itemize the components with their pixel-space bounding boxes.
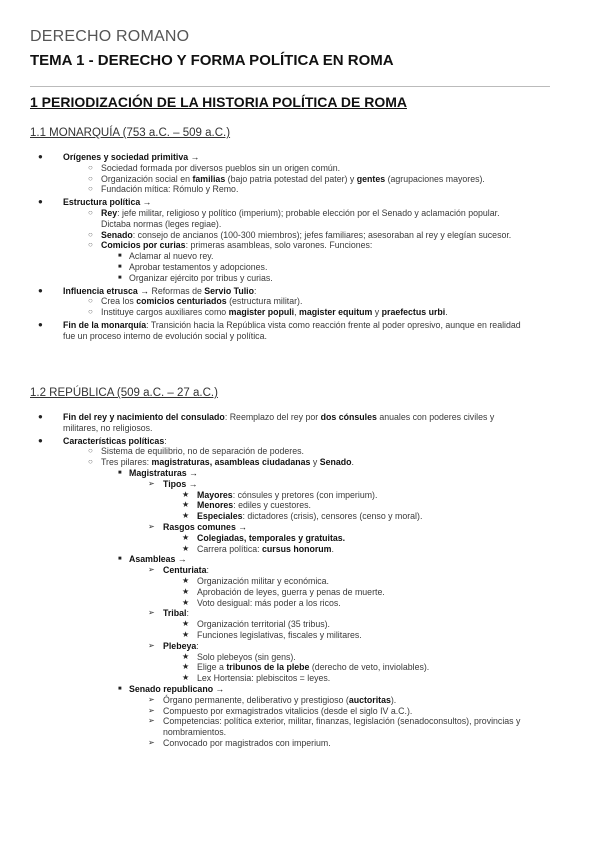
arrow-bullet-icon: ➢: [148, 521, 155, 531]
list-item-text: [129, 262, 525, 273]
star-bullet-icon: ★: [182, 651, 190, 661]
list-item-text: [101, 307, 525, 318]
bold-term: familias: [192, 173, 226, 184]
bold-term: Rasgos comunes →: [163, 521, 248, 532]
document-title: TEMA 1 - DERECHO Y FORMA POLÍTICA EN ROMA: [30, 52, 394, 69]
list-item-text: [163, 479, 525, 490]
list-item-text: [63, 197, 525, 208]
bold-term: tribunos de la plebe: [226, 662, 310, 673]
text-run: Carrera política:: [197, 543, 263, 554]
text-run: ,: [294, 307, 300, 318]
text-run: Lex Hortensia: plebiscitos = leyes.: [197, 673, 331, 684]
arrow-bullet-icon: ➢: [148, 478, 155, 488]
circle-bullet-icon: ○: [88, 173, 93, 183]
star-bullet-icon: ★: [182, 500, 190, 510]
list-item: [0, 457, 525, 468]
text-run: :: [206, 565, 209, 576]
list-item: [0, 511, 525, 522]
text-run: Organización territorial (35 tribus).: [197, 619, 330, 630]
text-run: anuales con poderes civiles y militares, no religiosos.: [63, 412, 495, 433]
section-heading-monarquia: 1.1 MONARQUÍA (753 a.C. – 509 a.C.): [30, 127, 231, 139]
bullet-icon: ●: [38, 285, 43, 295]
republica-outline: [0, 412, 525, 749]
bold-term: Senado republicano →: [129, 683, 225, 694]
list-item: [0, 500, 525, 511]
list-item-text: [197, 652, 525, 663]
text-run: :: [164, 435, 167, 446]
list-item-text: [163, 565, 525, 576]
text-run: : consejo de ancianos (100-300 miembros); jefes familiares; asesoraban al rey y elegían sucesor.: [132, 229, 512, 240]
list-item: [0, 208, 525, 230]
text-run: : cónsules y pretores (con imperium).: [232, 489, 378, 500]
list-item: [0, 163, 525, 174]
bold-term: Magistraturas →: [129, 467, 198, 478]
square-bullet-icon: ■: [118, 469, 122, 476]
bold-term: praefectus urbi: [381, 307, 446, 318]
text-run: Tres pilares:: [101, 457, 152, 468]
list-item: [0, 197, 525, 208]
text-run: Aprobación de leyes, guerra y penas de muerte.: [197, 586, 385, 597]
list-item: [0, 152, 525, 163]
list-item-text: [129, 273, 525, 284]
bold-term: Estructura política →: [63, 197, 152, 208]
list-item-text: [101, 446, 525, 457]
list-item: [0, 619, 525, 630]
text-run: y: [310, 457, 320, 468]
bullet-icon: ●: [38, 152, 43, 161]
list-item: [0, 673, 525, 684]
bold-term: Plebeya: [163, 640, 197, 651]
list-item: [0, 706, 525, 717]
star-bullet-icon: ★: [182, 597, 190, 607]
list-item: [0, 307, 525, 318]
star-bullet-icon: ★: [182, 629, 190, 639]
list-item-text: [197, 630, 525, 641]
text-run: .: [331, 543, 334, 554]
list-item-text: [129, 251, 525, 262]
star-bullet-icon: ★: [182, 619, 190, 629]
list-item-text: [101, 457, 525, 468]
list-item: [0, 522, 525, 533]
list-item: [0, 662, 525, 673]
text-run: Aclamar al nuevo rey.: [129, 251, 214, 262]
list-item: [0, 738, 525, 749]
list-item: [0, 598, 525, 609]
list-item-text: [101, 174, 525, 185]
list-item: [0, 608, 525, 619]
text-run: : primeras asambleas, solo varones. Funciones:: [185, 240, 373, 251]
text-run: Sistema de equilibrio, no de separación de poderes.: [101, 446, 304, 457]
list-item-text: [163, 608, 525, 619]
list-item-text: [197, 576, 525, 587]
text-run: : Transición hacia la República vista como reacción frente al poder opresivo, aunque en realidad fue un proceso interno de evolución social y política.: [63, 319, 521, 341]
text-run: Órgano permanente, deliberativo y prestigioso (: [163, 694, 349, 705]
list-item: [0, 436, 525, 447]
bold-term: auctoritas: [348, 694, 391, 705]
chapter-heading: 1 PERIODIZACIÓN DE LA HISTORIA POLÍTICA DE ROMA: [30, 94, 407, 110]
list-item: [0, 630, 525, 641]
square-bullet-icon: ■: [118, 253, 122, 260]
list-item-text: [129, 684, 525, 695]
list-item: [0, 412, 525, 434]
list-item-text: [63, 436, 525, 447]
bold-term: Rey: [101, 207, 118, 218]
circle-bullet-icon: ○: [88, 207, 93, 217]
text-run: .: [445, 307, 448, 318]
list-item: [0, 695, 525, 706]
bold-term: Tipos →: [163, 478, 198, 489]
list-item: [0, 652, 525, 663]
bold-term: Especiales: [197, 511, 243, 522]
list-item-text: [101, 184, 525, 195]
list-item: [0, 446, 525, 457]
list-item-text: [101, 240, 525, 251]
arrow-bullet-icon: ➢: [148, 705, 155, 715]
section-heading-republica: 1.2 REPÚBLICA (509 a.C. – 27 a.C.): [30, 387, 218, 399]
bold-term: Menores: [197, 500, 234, 511]
list-item-text: [163, 738, 525, 749]
arrow-bullet-icon: ➢: [148, 608, 155, 618]
text-run: Instituye cargos auxiliares como: [101, 307, 229, 318]
bold-term: Servio Tulio: [204, 285, 254, 296]
list-item-text: [197, 533, 525, 544]
bullet-icon: ●: [38, 435, 43, 445]
text-run: : dictadores (crisis), censores (censo y moral).: [242, 511, 423, 522]
square-bullet-icon: ■: [118, 556, 122, 563]
star-bullet-icon: ★: [182, 489, 190, 499]
text-run: Elige a: [197, 662, 227, 673]
star-bullet-icon: ★: [182, 586, 190, 596]
text-run: :: [186, 608, 189, 619]
text-run: Funciones legislativas, fiscales y militares.: [197, 629, 362, 640]
bullet-icon: ●: [38, 197, 43, 207]
bold-term: cursus honorum: [262, 543, 332, 554]
bold-term: magistraturas, asambleas ciudadanas: [151, 457, 311, 468]
circle-bullet-icon: ○: [88, 307, 93, 317]
list-item: [0, 262, 525, 273]
text-run: : jefe militar, religioso y político (imperium); probable elección por el Senado y aclamación popular. Dictaba normas (leges regiae).: [101, 207, 500, 229]
list-item: [0, 240, 525, 251]
list-item: [0, 320, 525, 342]
text-run: :: [254, 285, 257, 296]
list-item-text: [197, 662, 525, 673]
list-item-text: [163, 641, 525, 652]
document-subject: DERECHO ROMANO: [30, 28, 190, 45]
bold-term: Centuriata: [163, 565, 207, 576]
text-run: Sociedad formada por diversos pueblos sin un origen común.: [101, 162, 341, 173]
text-run: : Reemplazo del rey por: [224, 412, 321, 422]
text-run: ).: [390, 694, 397, 705]
text-run: (agrupaciones mayores).: [385, 173, 485, 184]
text-run: Convocado por magistrados con imperium.: [163, 737, 331, 748]
text-run: Voto desigual: más poder a los ricos.: [197, 597, 341, 608]
list-item: [0, 544, 525, 555]
bold-term: magister equitum: [299, 307, 373, 318]
list-item: [0, 684, 525, 695]
list-item-text: [63, 286, 525, 297]
bold-term: Mayores: [197, 489, 233, 500]
text-run: Fundación mítica: Rómulo y Remo.: [101, 184, 239, 195]
star-bullet-icon: ★: [182, 543, 190, 553]
bold-term: Asambleas →: [129, 554, 187, 565]
text-run: Competencias: política exterior, militar, finanzas, legislación (senadoconsultos), provincias y nombramientos.: [163, 716, 521, 738]
bold-term: Fin de la monarquía: [63, 319, 147, 330]
list-item: [0, 251, 525, 262]
list-item: [0, 230, 525, 241]
list-item-text: [101, 296, 525, 307]
list-item: [0, 587, 525, 598]
list-item-text: [101, 163, 525, 174]
bold-term: Senado: [101, 229, 133, 240]
text-run: Solo plebeyos (sin gens).: [197, 651, 296, 662]
circle-bullet-icon: ○: [88, 229, 93, 239]
square-bullet-icon: ■: [118, 274, 122, 281]
list-item: [0, 468, 525, 479]
list-item-text: [197, 490, 525, 501]
list-item: [0, 490, 525, 501]
list-item-text: [197, 500, 525, 511]
text-run: Reformas de: [149, 285, 205, 296]
list-item-text: [197, 598, 525, 609]
text-run: Crea los: [101, 296, 137, 307]
circle-bullet-icon: ○: [88, 446, 93, 456]
list-item: [0, 286, 525, 297]
list-item-text: [163, 522, 525, 533]
square-bullet-icon: ■: [118, 685, 122, 692]
arrow-bullet-icon: ➢: [148, 694, 155, 704]
star-bullet-icon: ★: [182, 662, 190, 672]
list-item-text: [101, 230, 525, 241]
arrow-bullet-icon: ➢: [148, 565, 155, 575]
circle-bullet-icon: ○: [88, 162, 93, 172]
list-item-text: [129, 468, 525, 479]
bullet-icon: ●: [38, 412, 43, 421]
bold-term: Senado: [319, 457, 352, 468]
bold-term: magister populi: [228, 307, 295, 318]
bold-term: Fin del rey y nacimiento del consulado: [63, 412, 225, 422]
bold-term: Influencia etrusca →: [63, 285, 150, 296]
bold-term: Tribal: [163, 608, 187, 619]
text-run: Aprobar testamentos y adopciones.: [129, 261, 268, 272]
text-run: Organización social en: [101, 173, 193, 184]
list-item-text: [163, 716, 525, 738]
list-item: [0, 716, 525, 738]
list-item-text: [197, 544, 525, 555]
text-run: (estructura militar).: [226, 296, 303, 307]
list-item-text: [163, 706, 525, 717]
list-item-text: [101, 208, 525, 230]
bullet-icon: ●: [38, 319, 43, 329]
list-item: [0, 273, 525, 284]
arrow-bullet-icon: ➢: [148, 737, 155, 747]
list-item: [0, 479, 525, 490]
arrow-bullet-icon: ➢: [148, 640, 155, 650]
list-item: [0, 554, 525, 565]
bold-term: Orígenes y sociedad primitiva →: [63, 152, 200, 162]
list-item: [0, 565, 525, 576]
list-item-text: [197, 511, 525, 522]
list-item-text: [197, 619, 525, 630]
bold-term: Colegiadas, temporales y gratuitas.: [197, 532, 346, 543]
text-run: : ediles y cuestores.: [233, 500, 311, 511]
text-run: .: [351, 457, 354, 468]
bold-term: Características políticas: [63, 435, 165, 446]
star-bullet-icon: ★: [182, 511, 190, 521]
list-item: [0, 296, 525, 307]
text-run: :: [196, 640, 199, 651]
circle-bullet-icon: ○: [88, 457, 93, 467]
circle-bullet-icon: ○: [88, 184, 93, 194]
list-item-text: [63, 320, 525, 342]
text-run: y: [372, 307, 382, 318]
square-bullet-icon: ■: [118, 263, 122, 270]
text-run: Organizar ejército por tribus y curias.: [129, 272, 273, 283]
bold-term: dos cónsules: [320, 412, 377, 422]
list-item: [0, 641, 525, 652]
monarquia-outline: [0, 152, 525, 342]
bold-term: Comicios por curias: [101, 240, 186, 251]
star-bullet-icon: ★: [182, 673, 190, 683]
list-item-text: [63, 152, 525, 163]
list-item: [0, 174, 525, 185]
list-item-text: [63, 412, 525, 434]
bold-term: gentes: [356, 173, 386, 184]
list-item-text: [129, 554, 525, 565]
star-bullet-icon: ★: [182, 532, 190, 542]
arrow-bullet-icon: ➢: [148, 716, 155, 726]
star-bullet-icon: ★: [182, 575, 190, 585]
text-run: (bajo patria potestad del pater) y: [225, 173, 357, 184]
list-item: [0, 576, 525, 587]
horizontal-divider: [30, 86, 550, 87]
list-item-text: [163, 695, 525, 706]
text-run: (derecho de veto, inviolables).: [309, 662, 430, 673]
text-run: Compuesto por exmagistrados vitalicios (desde el siglo IV a.C.).: [163, 705, 413, 716]
list-item-text: [197, 587, 525, 598]
list-item: [0, 533, 525, 544]
text-run: Organización militar y económica.: [197, 575, 330, 586]
circle-bullet-icon: ○: [88, 296, 93, 306]
bold-term: comicios centuriados: [136, 296, 227, 307]
list-item: [0, 184, 525, 195]
circle-bullet-icon: ○: [88, 240, 93, 250]
list-item-text: [197, 673, 525, 684]
